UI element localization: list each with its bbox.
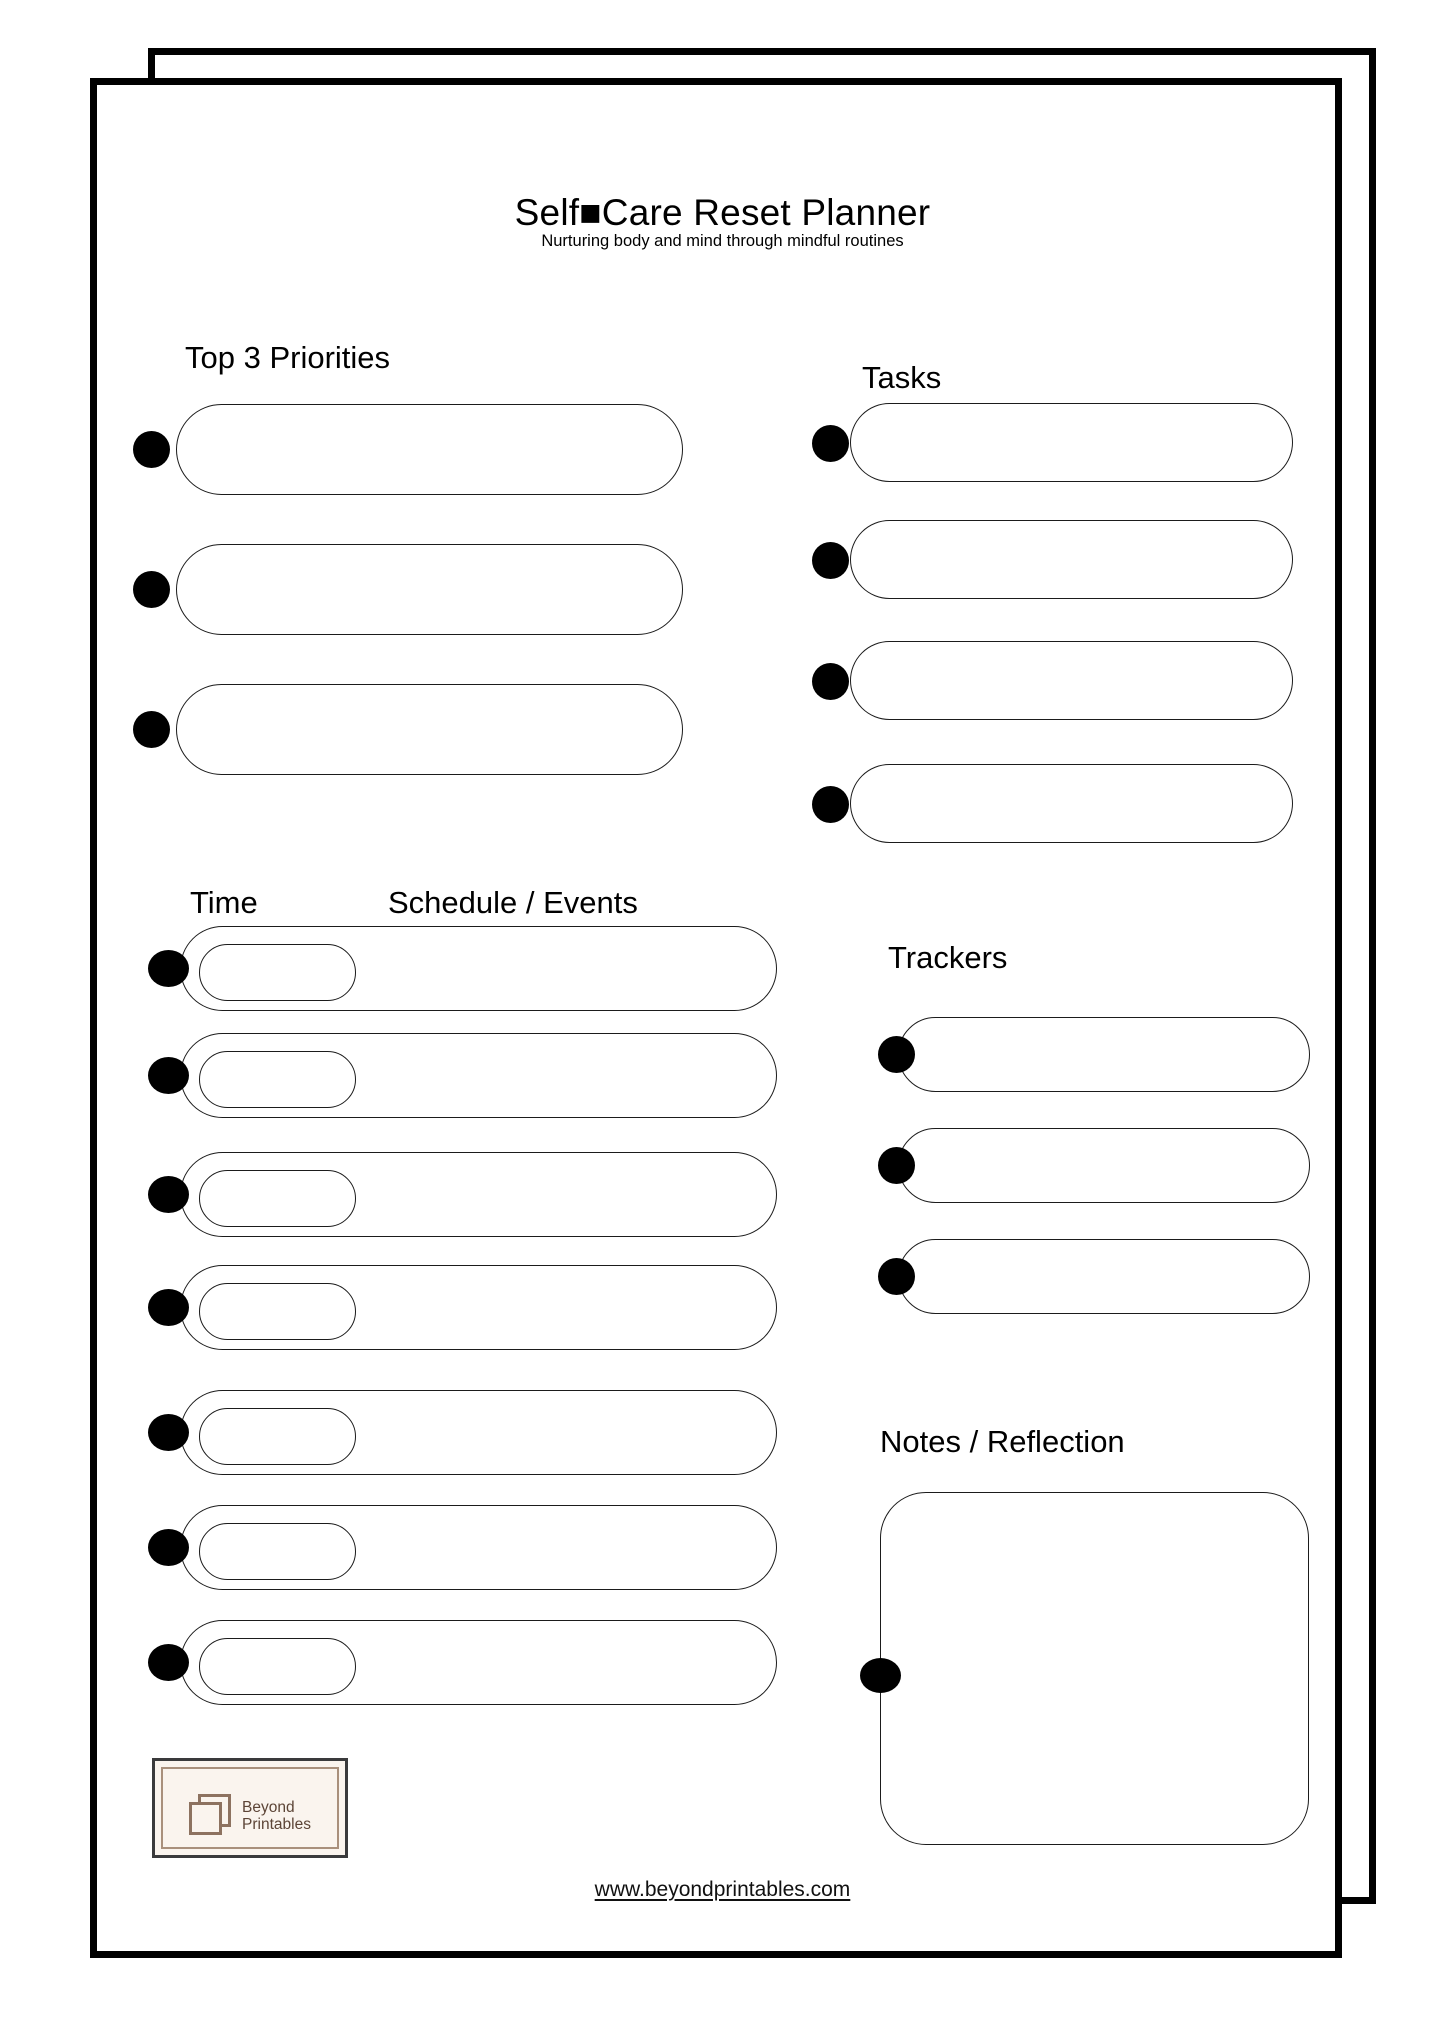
page-title: Self■Care Reset Planner: [514, 192, 931, 233]
bullet-icon: [148, 1289, 189, 1326]
bullet-icon: [878, 1258, 915, 1295]
notes-textarea[interactable]: [880, 1492, 1309, 1845]
priority-row[interactable]: [176, 684, 683, 775]
priority-row[interactable]: [176, 404, 683, 495]
tasks-heading: Tasks: [862, 360, 942, 395]
task-row[interactable]: [850, 641, 1293, 720]
bullet-icon: [878, 1147, 915, 1184]
task-row[interactable]: [850, 520, 1293, 599]
bullet-icon: [812, 663, 849, 700]
brand-logo: [152, 1758, 348, 1858]
notes-heading: Notes / Reflection: [880, 1424, 1125, 1459]
bullet-icon: [148, 1529, 189, 1566]
bullet-icon: [148, 1176, 189, 1213]
schedule-time-input[interactable]: [199, 1170, 356, 1227]
bullet-icon: [133, 571, 170, 608]
stacked-pages-icon: [189, 1794, 233, 1838]
bullet-icon: [878, 1036, 915, 1073]
bullet-icon: [148, 1414, 189, 1451]
bullet-icon: [148, 950, 189, 987]
bullet-icon: [148, 1057, 189, 1094]
schedule-time-input[interactable]: [199, 944, 356, 1001]
bullet-icon: [812, 425, 849, 462]
footer-website-link[interactable]: [0, 1878, 1445, 1902]
bullet-icon: [148, 1644, 189, 1681]
schedule-time-input[interactable]: [199, 1523, 356, 1580]
footer-website-text: www.beyondprintables.com: [594, 1878, 851, 1901]
tracker-row[interactable]: [898, 1239, 1310, 1314]
bullet-icon: [812, 542, 849, 579]
priorities-heading: Top 3 Priorities: [185, 340, 391, 375]
time-heading: Time: [190, 885, 258, 920]
page-subtitle: Nurturing body and mind through mindful routines: [541, 232, 904, 250]
tracker-row[interactable]: [898, 1128, 1310, 1203]
schedule-time-input[interactable]: [199, 1638, 356, 1695]
logo-line-2: Printables: [242, 1816, 311, 1833]
tracker-row[interactable]: [898, 1017, 1310, 1092]
task-row[interactable]: [850, 403, 1293, 482]
schedule-time-input[interactable]: [199, 1051, 356, 1108]
logo-body: [155, 1761, 345, 1855]
schedule-time-input[interactable]: [199, 1283, 356, 1340]
logo-wordmark: [242, 1799, 311, 1833]
task-row[interactable]: [850, 764, 1293, 843]
schedule-heading: Schedule / Events: [388, 885, 638, 920]
schedule-time-input[interactable]: [199, 1408, 356, 1465]
bullet-icon: [812, 786, 849, 823]
priority-row[interactable]: [176, 544, 683, 635]
bullet-icon: [133, 431, 170, 468]
bullet-icon: [860, 1658, 901, 1693]
logo-line-1: Beyond: [242, 1799, 295, 1816]
trackers-heading: Trackers: [888, 940, 1008, 975]
bullet-icon: [133, 711, 170, 748]
